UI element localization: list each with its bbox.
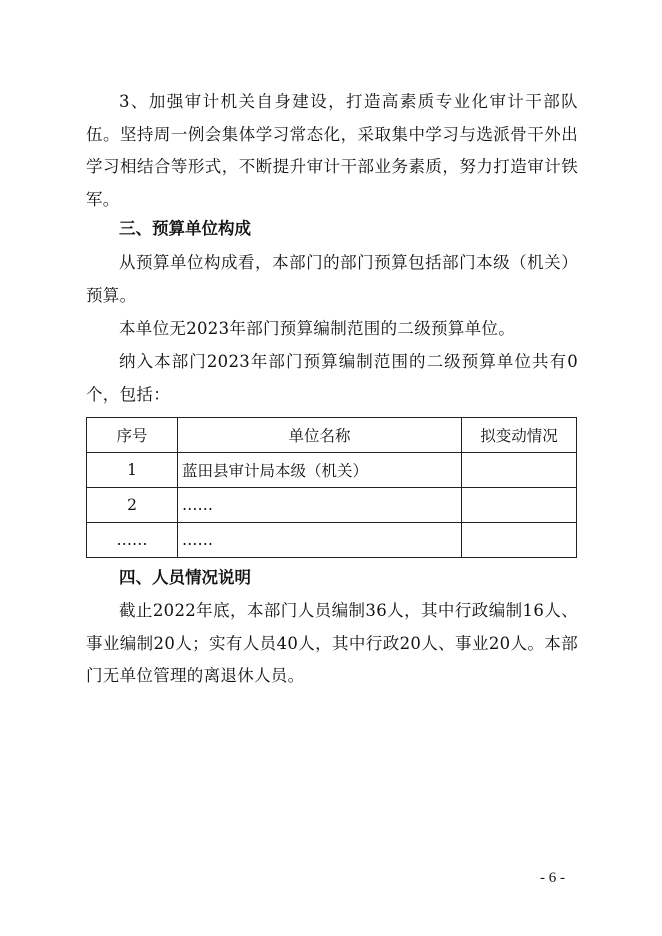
column-header-number: 序号 <box>87 418 178 453</box>
section-heading-budget-units: 三、预算单位构成 <box>119 219 251 238</box>
paragraph-no-secondary-units: 本单位无2023年部门预算编制范围的二级预算单位。 <box>119 319 515 338</box>
paragraph-secondary-unit-count: 纳入本部门2023年部门预算编制范围的二级预算单位共有0个，包括： <box>86 352 578 404</box>
paragraph-audit-team-building: 3、加强审计机关自身建设，打造高素质专业化审计干部队伍。坚持周一例会集体学习常态化，采取集中学习与选派骨干外出学习相结合等形式，不断提升审计干部业务素质，努力打造审计铁军。 <box>86 92 578 209</box>
table-header-row <box>87 418 577 453</box>
table-cell-planned-change <box>462 523 577 558</box>
table-cell-unit-name: …… <box>178 523 462 558</box>
table-cell-number: 2 <box>87 488 178 523</box>
table-row <box>87 523 577 558</box>
table-cell-planned-change <box>462 453 577 488</box>
table-row <box>87 488 577 523</box>
table-row <box>87 453 577 488</box>
section-heading-staffing: 四、人员情况说明 <box>119 568 251 587</box>
column-header-planned-change: 拟变动情况 <box>462 418 577 453</box>
page-number: - 6 - <box>540 870 565 886</box>
paragraph-budget-composition: 从预算单位构成看，本部门的部门预算包括部门本级（机关）预算。 <box>86 253 578 305</box>
column-header-unit-name: 单位名称 <box>178 418 462 453</box>
table-cell-unit-name: 蓝田县审计局本级（机关） <box>178 453 462 488</box>
table-cell-planned-change <box>462 488 577 523</box>
budget-units-table <box>86 417 577 558</box>
paragraph-staffing-details: 截止2022年底，本部门人员编制36人，其中行政编制16人、事业编制20人；实有人员40人，其中行政20人、事业20人。本部门无单位管理的离退休人员。 <box>86 601 578 685</box>
table-cell-number: 1 <box>87 453 178 488</box>
table-cell-number: …… <box>87 523 178 558</box>
table-cell-unit-name: …… <box>178 488 462 523</box>
